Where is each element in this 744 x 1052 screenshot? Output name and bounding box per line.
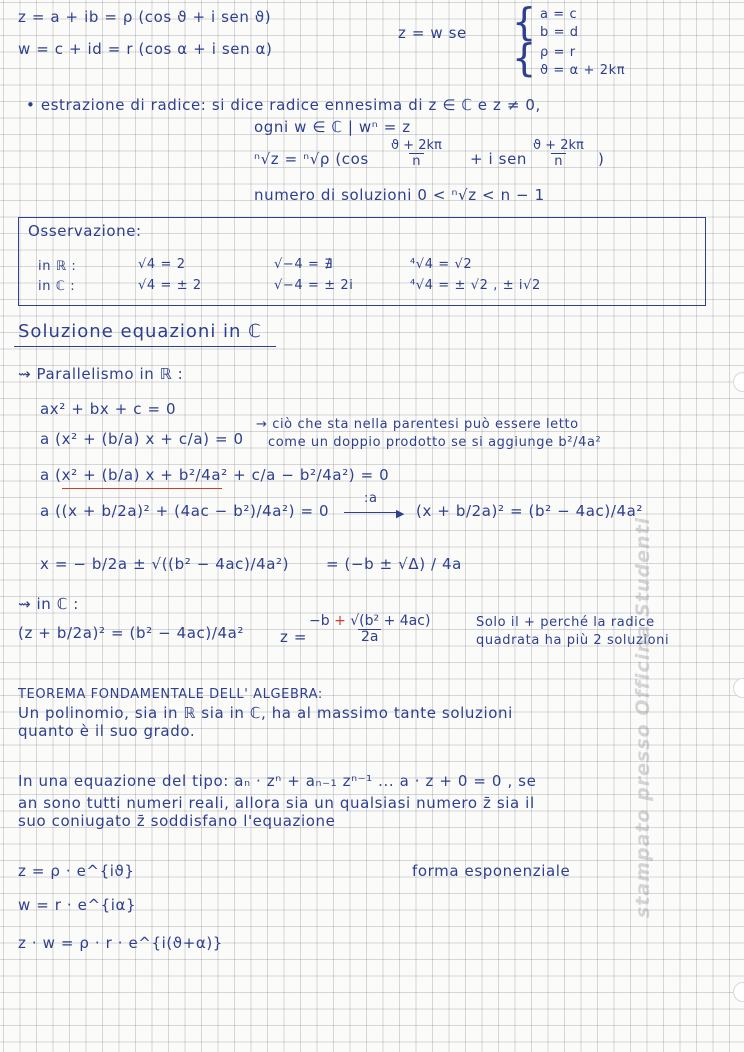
theorem-title: TEOREMA FONDAMENTALE DELL' ALGEBRA: — [18, 687, 323, 702]
root-formula-fraction1 — [388, 138, 445, 169]
punch-hole — [733, 982, 744, 1002]
observation-complex-label: in ℂ : — [38, 279, 76, 294]
w-definition: w = c + id = r (cos α + i sen α) — [18, 40, 273, 58]
equation-quadratic-formula: x = − b/2a ± √((b² − 4ac)/4a²) — [40, 555, 290, 573]
equation-quadratic-delta: = (−b ± √Δ) / 4a — [326, 555, 462, 573]
observation-complex-3: ⁴√4 = ± √2 , ± i√2 — [410, 278, 541, 293]
observation-real-label: in ℝ : — [38, 259, 77, 274]
theorem-line4: an sono tutti numeri reali, allora sia un qualsiasi numero z̄ sia il — [18, 794, 535, 812]
note-double-product-1: → ciò che sta nella parentesi può essere letto — [256, 417, 579, 432]
side-note-line1: Solo il + perché la radice — [476, 615, 655, 630]
solution-denominator: 2a — [358, 629, 382, 645]
equation-general: ax² + bx + c = 0 — [40, 400, 177, 418]
divide-arrow — [344, 512, 400, 513]
theorem-line5: suo coniugato z̄ soddisfano l'equazione — [18, 812, 336, 830]
parallelism-real: ⇝ Parallelismo in ℝ : — [18, 365, 184, 383]
punch-hole — [733, 372, 744, 392]
observation-complex-2: √−4 = ± 2i — [274, 278, 354, 293]
fraction2-denominator: n — [551, 153, 565, 169]
root-formula-mid: + i sen — [470, 150, 528, 168]
equation-completed-square: a (x² + (b/a) x + b²/4a² + c/a − b²/4a²) = 0 — [40, 466, 390, 484]
theorem-line2: quanto è il suo grado. — [18, 722, 196, 740]
observation-real-3: ⁴√4 = √2 — [410, 257, 473, 272]
condition-angle: ϑ = α + 2kπ — [540, 63, 626, 78]
equality-condition: z = w se — [398, 24, 467, 42]
observation-real-1: √4 = 2 — [138, 257, 186, 272]
solutions-title: Soluzione equazioni in ℂ — [18, 321, 262, 342]
root-definition-line1: • estrazione di radice: si dice radice ennesima di z ∈ ℂ e z ≠ 0, — [26, 96, 541, 114]
solution-numerator-b: −b — [309, 613, 330, 629]
fraction1-numerator: ϑ + 2kπ — [391, 138, 442, 153]
equation-square-result: (x + b/2a)² = (b² − 4ac)/4a² — [416, 502, 644, 520]
divide-arrow-head: ▶ — [396, 507, 406, 520]
divide-by-a-label: :a — [364, 491, 378, 506]
observation-real-2: √−4 = ∄ — [274, 257, 334, 272]
condition-brace: { — [512, 36, 537, 80]
equation-complex-square: (z + b/2a)² = (b² − 4ac)/4a² — [18, 624, 245, 642]
observation-complex-1: √4 = ± 2 — [138, 278, 202, 293]
condition-b-d: b = d — [540, 25, 579, 40]
fraction2-numerator: ϑ + 2kπ — [533, 138, 584, 153]
number-of-solutions: numero di soluzioni 0 < ⁿ√z < n − 1 — [254, 186, 545, 204]
completed-square-bracket — [62, 488, 222, 489]
solution-numerator-root: √(b² + 4ac) — [350, 613, 431, 629]
observation-title: Osservazione: — [28, 222, 142, 240]
note-double-product-2: come un doppio prodotto se si aggiunge b²/4a² — [268, 435, 602, 450]
solution-plus-sign: + — [334, 613, 346, 629]
exponential-product: z · w = ρ · r · e^{i(ϑ+α)} — [18, 934, 223, 952]
punch-hole — [733, 678, 744, 698]
root-definition-line2: ogni w ∈ ℂ | wⁿ = z — [254, 118, 411, 136]
condition-rho-r: ρ = r — [540, 45, 576, 60]
z-definition: z = a + ib = ρ (cos ϑ + i sen ϑ) — [18, 8, 272, 26]
side-note-line2: quadrata ha più 2 soluzioni — [476, 633, 670, 648]
exponential-w: w = r · e^{iα} — [18, 896, 137, 914]
condition-a-c: a = c — [540, 7, 578, 22]
condition-brace: { — [512, 0, 537, 44]
equation-complex-solution — [306, 614, 433, 645]
watermark: stampato presso Officina Studenti — [632, 516, 654, 918]
theorem-line3: In una equazione del tipo: aₙ · zⁿ + aₙ₋₁ zⁿ⁻¹ ... a · z + 0 = 0 , se — [18, 772, 537, 790]
in-complex-label: ⇝ in ℂ : — [18, 595, 79, 613]
equation-factored: a (x² + (b/a) x + c/a) = 0 — [40, 430, 244, 448]
root-formula-left: ⁿ√z = ⁿ√ρ (cos — [254, 150, 369, 168]
exponential-form-label: forma esponenziale — [412, 862, 571, 880]
root-formula-end: ) — [598, 150, 605, 168]
root-formula-fraction2 — [530, 138, 587, 169]
exponential-z: z = ρ · e^{iϑ} — [18, 862, 135, 880]
equation-complex-lhs: z = — [280, 628, 308, 646]
theorem-line1: Un polinomio, sia in ℝ sia in ℂ, ha al massimo tante soluzioni — [18, 704, 513, 722]
equation-grouped: a ((x + b/2a)² + (4ac − b²)/4a²) = 0 — [40, 502, 330, 520]
solutions-title-underline — [14, 346, 276, 347]
fraction1-denominator: n — [409, 153, 423, 169]
